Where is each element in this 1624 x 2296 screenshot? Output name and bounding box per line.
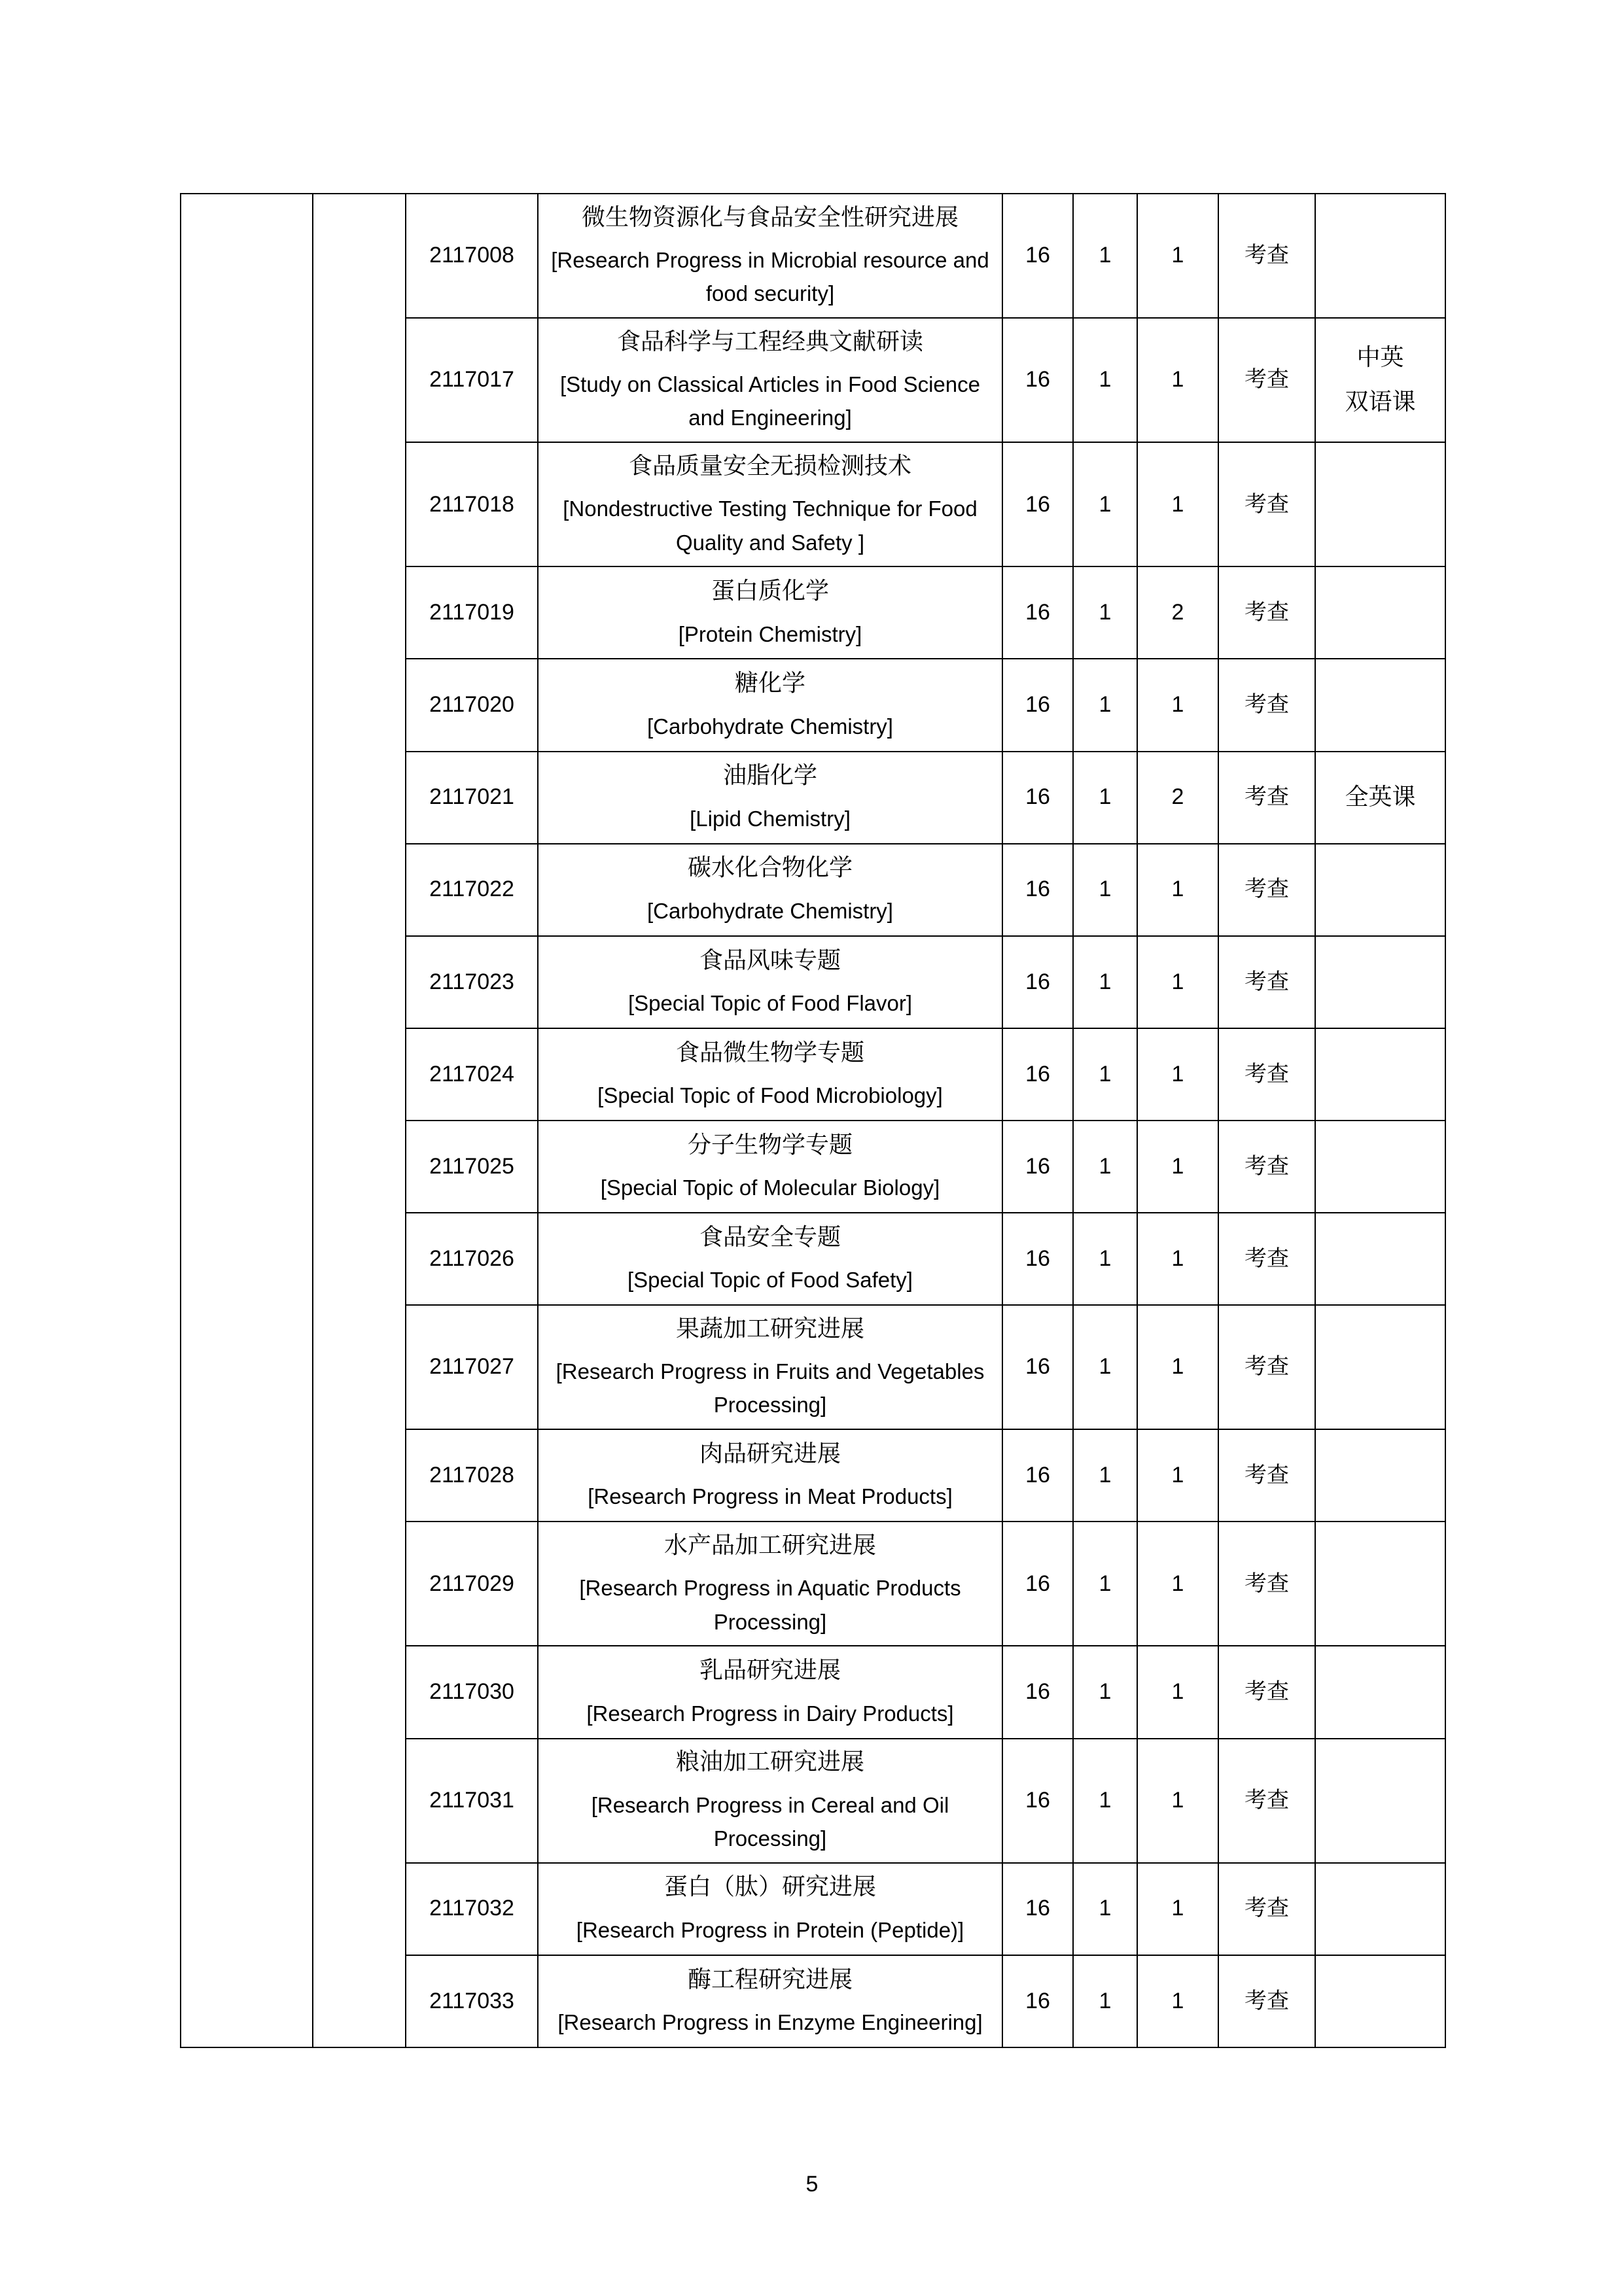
course-hours: 16 bbox=[1002, 1028, 1073, 1121]
course-credits: 1 bbox=[1073, 936, 1137, 1028]
course-table-body bbox=[181, 194, 1445, 2047]
course-credits: 1 bbox=[1073, 1213, 1137, 1305]
course-term: 1 bbox=[1137, 936, 1218, 1028]
course-credits: 1 bbox=[1073, 1522, 1137, 1646]
course-credits: 1 bbox=[1073, 1121, 1137, 1213]
course-hours: 16 bbox=[1002, 1522, 1073, 1646]
course-term: 1 bbox=[1137, 1863, 1218, 1955]
course-code: 2117017 bbox=[406, 318, 538, 442]
course-credits: 1 bbox=[1073, 566, 1137, 659]
course-credits: 1 bbox=[1073, 659, 1137, 751]
course-credits: 1 bbox=[1073, 1863, 1137, 1955]
assessment-method: 考查 bbox=[1218, 1028, 1315, 1121]
course-name-en: [Research Progress in Dairy Products] bbox=[586, 1701, 954, 1726]
course-name-zh: 乳品研究进展 bbox=[699, 1657, 841, 1684]
course-hours: 16 bbox=[1002, 1429, 1073, 1522]
course-name-zh: 食品质量安全无损检测技术 bbox=[628, 452, 911, 479]
course-code: 2117032 bbox=[406, 1863, 538, 1955]
course-row bbox=[181, 194, 1445, 318]
course-hours: 16 bbox=[1002, 1305, 1073, 1429]
course-term: 2 bbox=[1137, 566, 1218, 659]
course-name bbox=[538, 1121, 1002, 1213]
course-hours: 16 bbox=[1002, 194, 1073, 318]
course-code: 2117028 bbox=[406, 1429, 538, 1522]
course-hours: 16 bbox=[1002, 318, 1073, 442]
course-name-zh: 油脂化学 bbox=[722, 762, 817, 790]
course-name bbox=[538, 442, 1002, 566]
course-hours: 16 bbox=[1002, 936, 1073, 1028]
course-term: 1 bbox=[1137, 1028, 1218, 1121]
course-note bbox=[1315, 194, 1445, 318]
course-hours: 16 bbox=[1002, 659, 1073, 751]
course-note bbox=[1315, 1028, 1445, 1121]
note-line: 全英课 bbox=[1345, 783, 1416, 810]
course-term: 2 bbox=[1137, 752, 1218, 844]
course-code: 2117027 bbox=[406, 1305, 538, 1429]
course-name-zh: 食品微生物学专题 bbox=[675, 1039, 864, 1066]
course-term: 1 bbox=[1137, 1739, 1218, 1863]
course-note bbox=[1315, 1522, 1445, 1646]
assessment-method: 考查 bbox=[1218, 844, 1315, 936]
course-name bbox=[538, 1213, 1002, 1305]
course-credits: 1 bbox=[1073, 752, 1137, 844]
course-note bbox=[1315, 1121, 1445, 1213]
course-note bbox=[1315, 442, 1445, 566]
course-name-zh: 糖化学 bbox=[734, 670, 805, 697]
course-term: 1 bbox=[1137, 194, 1218, 318]
subcategory-cell bbox=[313, 194, 406, 2047]
course-code: 2117033 bbox=[406, 1955, 538, 2047]
course-name bbox=[538, 566, 1002, 659]
course-name-en: [Study on Classical Articles in Food Science and Engineering] bbox=[560, 372, 980, 430]
course-name bbox=[538, 194, 1002, 318]
course-code: 2117019 bbox=[406, 566, 538, 659]
course-name-en: [Special Topic of Molecular Biology] bbox=[600, 1175, 940, 1200]
course-note bbox=[1315, 1429, 1445, 1522]
assessment-method: 考查 bbox=[1218, 1429, 1315, 1522]
course-name-zh: 蛋白（肽）研究进展 bbox=[663, 1873, 876, 1901]
course-code: 2117020 bbox=[406, 659, 538, 751]
course-hours: 16 bbox=[1002, 1213, 1073, 1305]
assessment-method: 考查 bbox=[1218, 566, 1315, 659]
course-term: 1 bbox=[1137, 442, 1218, 566]
course-name-zh: 食品安全专题 bbox=[699, 1223, 841, 1251]
course-note bbox=[1315, 1863, 1445, 1955]
course-term: 1 bbox=[1137, 844, 1218, 936]
course-code: 2117022 bbox=[406, 844, 538, 936]
course-name-zh: 微生物资源化与食品安全性研究进展 bbox=[581, 203, 959, 231]
assessment-method: 考查 bbox=[1218, 194, 1315, 318]
course-credits: 1 bbox=[1073, 1739, 1137, 1863]
course-name-en: [Special Topic of Food Microbiology] bbox=[597, 1083, 943, 1108]
course-note bbox=[1315, 1955, 1445, 2047]
course-term: 1 bbox=[1137, 1121, 1218, 1213]
course-hours: 16 bbox=[1002, 1646, 1073, 1738]
course-code: 2117023 bbox=[406, 936, 538, 1028]
assessment-method: 考查 bbox=[1218, 1646, 1315, 1738]
course-name-en: [Carbohydrate Chemistry] bbox=[647, 898, 893, 923]
course-name-en: [Research Progress in Meat Products] bbox=[588, 1484, 953, 1509]
course-name bbox=[538, 1863, 1002, 1955]
course-table bbox=[180, 193, 1446, 2048]
course-credits: 1 bbox=[1073, 442, 1137, 566]
course-hours: 16 bbox=[1002, 442, 1073, 566]
course-term: 1 bbox=[1137, 318, 1218, 442]
course-name bbox=[538, 1429, 1002, 1522]
assessment-method: 考查 bbox=[1218, 1739, 1315, 1863]
course-name-zh: 水产品加工研究进展 bbox=[663, 1532, 876, 1559]
course-name-zh: 食品科学与工程经典文献研读 bbox=[616, 328, 923, 355]
course-note bbox=[1315, 1739, 1445, 1863]
course-name-en: [Research Progress in Protein (Peptide)] bbox=[576, 1917, 964, 1942]
course-hours: 16 bbox=[1002, 1739, 1073, 1863]
assessment-method: 考查 bbox=[1218, 1305, 1315, 1429]
course-name bbox=[538, 1522, 1002, 1646]
course-note bbox=[1315, 659, 1445, 751]
assessment-method: 考查 bbox=[1218, 752, 1315, 844]
course-note bbox=[1315, 844, 1445, 936]
course-name-en: [Nondestructive Testing Technique for Food Quality and Safety ] bbox=[563, 496, 978, 555]
assessment-method: 考查 bbox=[1218, 318, 1315, 442]
course-name-zh: 粮油加工研究进展 bbox=[675, 1748, 864, 1776]
course-note bbox=[1315, 752, 1445, 844]
course-term: 1 bbox=[1137, 1305, 1218, 1429]
course-name bbox=[538, 844, 1002, 936]
course-name bbox=[538, 1305, 1002, 1429]
course-name bbox=[538, 752, 1002, 844]
course-term: 1 bbox=[1137, 659, 1218, 751]
course-name-en: [Research Progress in Enzyme Engineering] bbox=[557, 2010, 983, 2035]
course-code: 2117025 bbox=[406, 1121, 538, 1213]
course-code: 2117026 bbox=[406, 1213, 538, 1305]
course-note bbox=[1315, 566, 1445, 659]
course-note bbox=[1315, 936, 1445, 1028]
course-note bbox=[1315, 1213, 1445, 1305]
course-hours: 16 bbox=[1002, 1121, 1073, 1213]
course-name-zh: 碳水化合物化学 bbox=[687, 854, 853, 882]
course-name bbox=[538, 1739, 1002, 1863]
course-name-en: [Research Progress in Fruits and Vegetables Processing] bbox=[556, 1359, 985, 1418]
course-code: 2117030 bbox=[406, 1646, 538, 1738]
course-credits: 1 bbox=[1073, 1429, 1137, 1522]
course-code: 2117018 bbox=[406, 442, 538, 566]
course-credits: 1 bbox=[1073, 844, 1137, 936]
course-note bbox=[1315, 318, 1445, 442]
course-hours: 16 bbox=[1002, 566, 1073, 659]
course-hours: 16 bbox=[1002, 752, 1073, 844]
course-name-en: [Research Progress in Microbial resource and food security] bbox=[551, 248, 989, 306]
course-name-en: [Special Topic of Food Flavor] bbox=[627, 990, 913, 1015]
course-term: 1 bbox=[1137, 1213, 1218, 1305]
course-name-en: [Protein Chemistry] bbox=[678, 621, 862, 646]
course-credits: 1 bbox=[1073, 194, 1137, 318]
course-term: 1 bbox=[1137, 1955, 1218, 2047]
assessment-method: 考查 bbox=[1218, 659, 1315, 751]
course-name-en: [Special Topic of Food Safety] bbox=[627, 1268, 913, 1293]
course-note bbox=[1315, 1646, 1445, 1738]
assessment-method: 考查 bbox=[1218, 1121, 1315, 1213]
assessment-method: 考查 bbox=[1218, 1522, 1315, 1646]
course-credits: 1 bbox=[1073, 1646, 1137, 1738]
course-code: 2117031 bbox=[406, 1739, 538, 1863]
course-hours: 16 bbox=[1002, 1955, 1073, 2047]
course-name bbox=[538, 1955, 1002, 2047]
course-name-en: [Research Progress in Cereal and Oil Processing] bbox=[591, 1792, 949, 1851]
course-name-zh: 肉品研究进展 bbox=[699, 1440, 841, 1468]
course-credits: 1 bbox=[1073, 318, 1137, 442]
course-name bbox=[538, 1646, 1002, 1738]
course-name-zh: 蛋白质化学 bbox=[711, 578, 829, 605]
course-hours: 16 bbox=[1002, 1863, 1073, 1955]
course-term: 1 bbox=[1137, 1646, 1218, 1738]
note-line: 双语课 bbox=[1345, 389, 1416, 416]
course-term: 1 bbox=[1137, 1522, 1218, 1646]
course-name-zh: 果蔬加工研究进展 bbox=[675, 1315, 864, 1342]
course-term: 1 bbox=[1137, 1429, 1218, 1522]
course-name bbox=[538, 318, 1002, 442]
page-number: 5 bbox=[805, 2172, 819, 2197]
assessment-method: 考查 bbox=[1218, 1955, 1315, 2047]
course-name bbox=[538, 936, 1002, 1028]
course-name-en: [Lipid Chemistry] bbox=[690, 806, 851, 831]
course-note bbox=[1315, 1305, 1445, 1429]
course-name-zh: 分子生物学专题 bbox=[687, 1131, 853, 1158]
course-name-zh: 食品风味专题 bbox=[699, 947, 841, 974]
assessment-method: 考查 bbox=[1218, 1863, 1315, 1955]
assessment-method: 考查 bbox=[1218, 442, 1315, 566]
course-name-zh: 酶工程研究进展 bbox=[687, 1966, 853, 1993]
course-name-en: [Research Progress in Aquatic Products Processing] bbox=[579, 1576, 961, 1634]
category-cell bbox=[181, 194, 313, 2047]
assessment-method: 考查 bbox=[1218, 936, 1315, 1028]
course-name bbox=[538, 659, 1002, 751]
course-name-en: [Carbohydrate Chemistry] bbox=[647, 714, 893, 739]
course-code: 2117029 bbox=[406, 1522, 538, 1646]
course-name bbox=[538, 1028, 1002, 1121]
note-line: 中英 bbox=[1356, 343, 1404, 371]
course-code: 2117008 bbox=[406, 194, 538, 318]
course-credits: 1 bbox=[1073, 1305, 1137, 1429]
course-hours: 16 bbox=[1002, 844, 1073, 936]
course-code: 2117024 bbox=[406, 1028, 538, 1121]
course-credits: 1 bbox=[1073, 1028, 1137, 1121]
assessment-method: 考查 bbox=[1218, 1213, 1315, 1305]
course-code: 2117021 bbox=[406, 752, 538, 844]
course-credits: 1 bbox=[1073, 1955, 1137, 2047]
